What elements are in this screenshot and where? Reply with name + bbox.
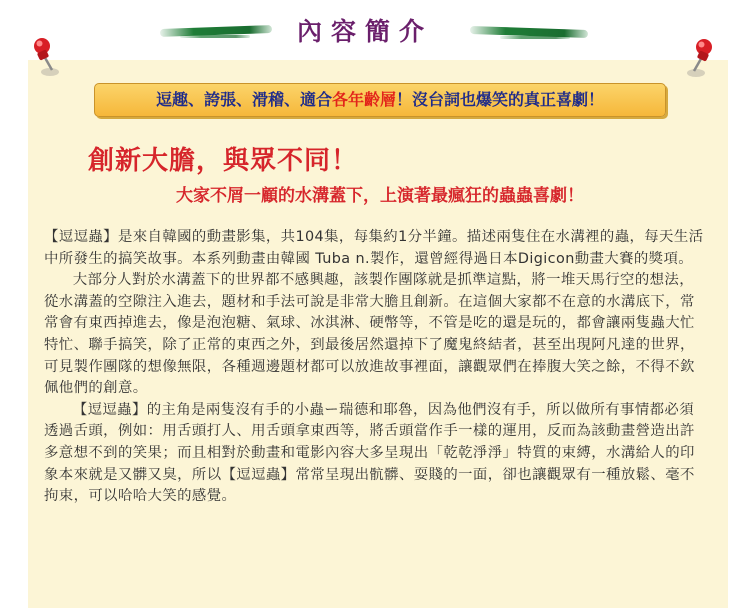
paragraph-setting: 大部分人對於水溝蓋下的世界都不感興趣，該製作團隊就是抓準這點，將一堆天馬行空的想法，從水溝蓋的空隙注入進去，題材和手法可說是非常大膽且創新。在這個大家都不在意的水溝底下，常常會有東西掉進去，像是泡泡糖、氣球、冰淇淋、硬幣等，不管是吃的還是玩的，都會讓兩隻蟲大忙特忙、聯手搞笑，除了正常的東西之外，到最後居然還掉下了魔鬼終結者，甚至出現阿凡達的世界，可見製作團隊的想像無限，各種週邊題材都可以放進故事裡面，讓觀眾們在捧腹大笑之餘，不得不欽佩他們的創意。: [44, 272, 695, 397]
headline: 創新大膽，與眾不同！: [88, 146, 359, 176]
tagline-highlight: 各年齡層: [331, 90, 396, 109]
subheadline: 大家不屑一顧的水溝蓋下，上演著最瘋狂的蟲蟲喜劇！: [176, 186, 584, 206]
description-body: [44, 227, 708, 508]
pushpin-icon: [680, 35, 716, 79]
tagline-banner: [94, 83, 666, 117]
section-title: 內容簡介: [296, 17, 433, 46]
tagline-suffix: ！沒台詞也爆笑的真正喜劇！: [396, 90, 605, 109]
tagline-prefix: 逗趣、誇張、滑稽、適合: [155, 90, 332, 109]
decorative-brush-tail-right: [500, 36, 570, 39]
pushpin-icon: [30, 34, 66, 78]
section-header: [0, 0, 750, 62]
paragraph-intro: 【逗逗蟲】是來自韓國的動畫影集，共104集，每集約1分半鐘。描述兩隻住在水溝裡的蟲，每天生活中所發生的搞笑故事。本系列動畫由韓國 Tuba n.製作，還曾經得過日本Digicon動畫大賽的獎項。: [44, 229, 704, 267]
decorative-brush-tail-left: [180, 35, 250, 38]
paragraph-characters: 【逗逗蟲】的主角是兩隻沒有手的小蟲ー瑞德和耶魯，因為他們沒有手，所以做所有事情都必須透過舌頭，例如：用舌頭打人、用舌頭拿東西等，將舌頭當作手一樣的運用，反而為該動畫營造出許多意想不到的笑果；而且相對於動畫和電影內容大多呈現出「乾乾淨淨」特質的束縛，水溝給人的印象本來就是又髒又臭，所以【逗逗蟲】常常呈現出骯髒、耍賤的一面，卻也讓觀眾有一種放鬆、毫不拘束，可以哈哈大笑的感覺。: [44, 401, 695, 505]
